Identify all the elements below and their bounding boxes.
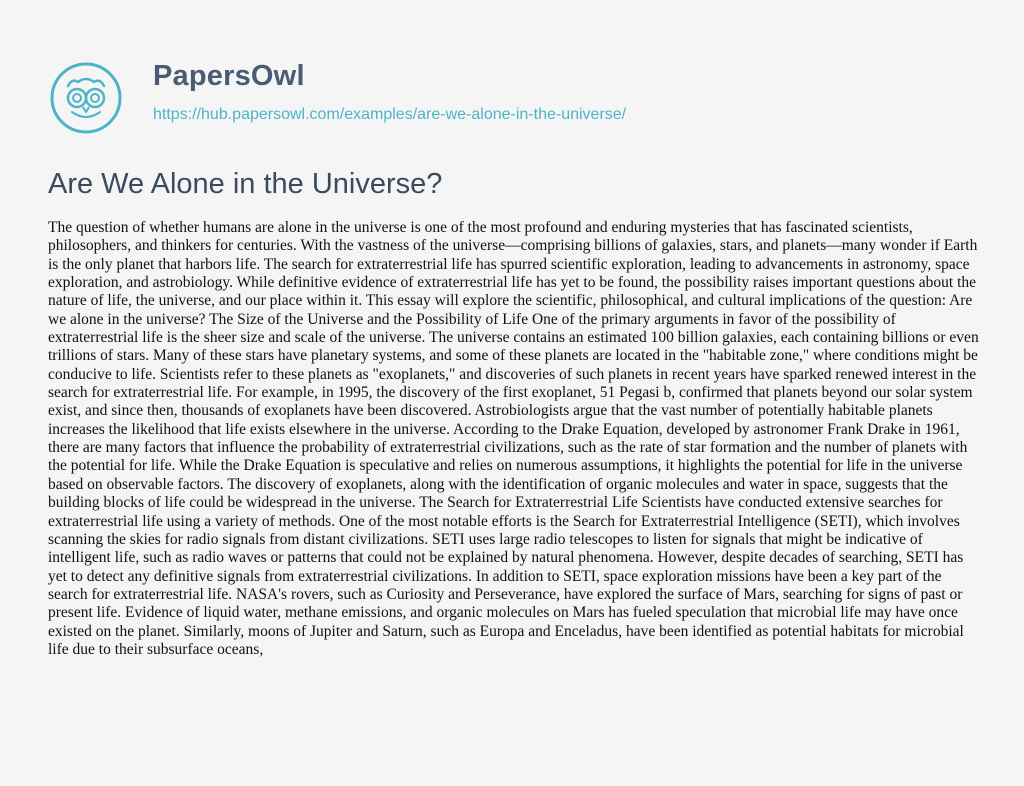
article-body: The question of whether humans are alone in the universe is one of the most profound and enduring mysteries that has fascinated scientists, philosophers, and thinkers for centuries. With the vastness of the universe—comprising billions of galaxies, stars, and planets—many wonder if Earth is the only planet that harbors life. The search for extraterrestrial life has spurred scientific exploration, leading to advancements in astronomy, space exploration, and astrobiology. While definitive evidence of extraterrestrial life has yet to be found, the possibility raises important questions about the nature of life, the universe, and our place within it. This essay will explore the scientific, philosophical, and cultural implications of the question: Are we alone in the universe? The Size of the Universe and the Possibility of Life One of the primary arguments in favor of the possibility of extraterrestrial life is the sheer size and scale of the universe. The universe contains an estimated 100 billion galaxies, each containing billions or even trillions of stars. Many of these stars have planetary systems, and some of these planets are located in the "habitable zone," where conditions might be conducive to life. Scientists refer to these planets as "exoplanets," and discoveries of such planets in recent years have sparked renewed interest in the search for extraterrestrial life. For example, in 1995, the discovery of the first exoplanet, 51 Pegasi b, confirmed that planets beyond our solar system exist, and since then, thousands of exoplanets have been discovered. Astrobiologists argue that the vast number of potentially habitable planets increases the likelihood that life exists elsewhere in the universe. According to the Drake Equation, developed by astronomer Frank Drake in 1961, there are many factors that influence the probability of extraterrestrial civilizations, such as the rate of star formation and the number of planets with the potential for life. While the Drake Equation is speculative and relies on numerous assumptions, it highlights the potential for life in the universe based on observable factors. The discovery of exoplanets, along with the identification of organic molecules and water in space, suggests that the building blocks of life could be widespread in the universe. The Search for Extraterrestrial Life Scientists have conducted extensive searches for extraterrestrial life using a variety of methods. One of the most notable efforts is the Search for Extraterrestrial Intelligence (SETI), which involves scanning the skies for radio signals from distant civilizations. SETI uses large radio telescopes to listen for signals that might be indicative of intelligent life, such as radio waves or patterns that could not be explained by natural phenomena. However, despite decades of searching, SETI has yet to detect any definitive signals from extraterrestrial civilizations. In addition to SETI, space exploration missions have been a key part of the search for extraterrestrial life. NASA's rovers, such as Curiosity and Perseverance, have explored the surface of Mars, searching for signs of past or present life. Evidence of liquid water, methane emissions, and organic molecules on Mars has fueled speculation that microbial life may have once existed on the planet. Similarly, moons of Jupiter and Saturn, such as Europa and Enceladus, have been identified as potential habitats for microbial life due to their subsurface oceans, <box>48 219 979 658</box>
source-url-link[interactable]: https://hub.papersowl.com/examples/are-we-alone-in-the-universe/ <box>153 106 627 123</box>
brand-name: PapersOwl <box>153 60 305 92</box>
header <box>48 60 968 140</box>
article-title: Are We Alone in the Universe? <box>48 168 443 200</box>
owl-logo-icon <box>48 60 124 136</box>
